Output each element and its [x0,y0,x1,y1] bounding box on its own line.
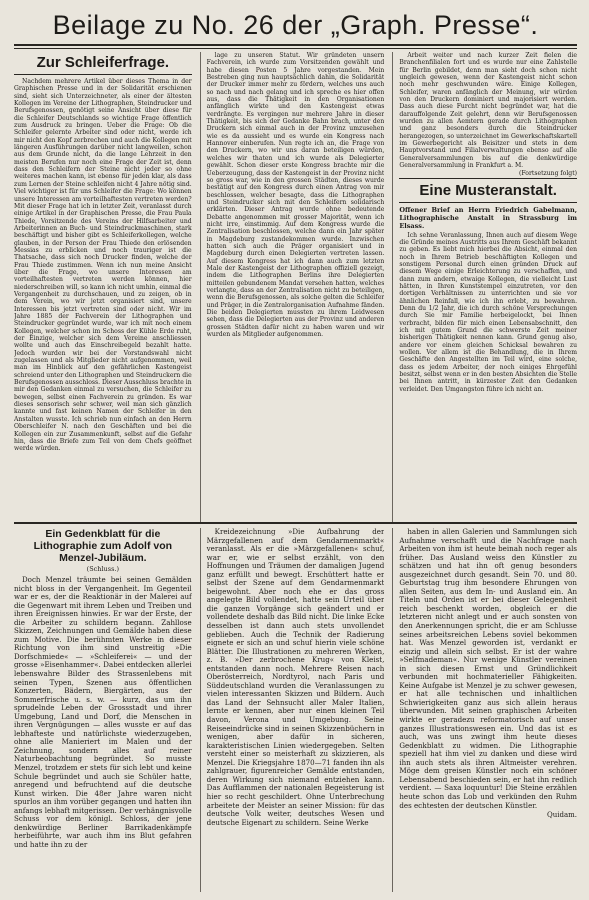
article-title-menzel: Ein Gedenkblatt für die Lithographie zum Adolf von Menzel-Jubiläum. [33,528,173,564]
title-rule [14,74,192,75]
title-rule [399,202,577,203]
masthead: Beilage zu No. 26 der „Graph. Presse“. [14,8,577,46]
article-body-menzel-2: Kreidezeichnung »Die Aufbahrung der Märzgefallenen auf dem Gendarmenmarkt« veranlasst. Als er die »Märzgefallenen« schuf, war er, wie er selbst erzählt, von den Hoffnungen und Träumen der damaligen Jugend ganz erfüllt und bewegt. Erschüttert hatte er selbst der Szene auf dem Gendarmenmarkt beigewohnt. Aber noch ehe er das gross angelegte Bild vollendet, hatte sein Urteil über die ganzen Vorgänge sich geändert und er vollendete deshalb das Bild nicht. Die linke Ecke desselben ist dann auch stets unvollendet geblieben. Auch die Technik der Radierung eignete er sich an und schuf hierin viele schöne Blätter. Die Illustrationen zu mehreren Werken, z. B. »Der zerbrochene Krug« von Kleist, entstanden dann noch. Mehrere Reisen nach Oberösterreich, Nordtyrol, nach Paris und Süddeutschland wurden die Veranlassungen zu vielen interessanten Skizzen und Bildern. Auch das Land der Sehnsucht aller Maler Italien, lernte er kennen, aber nur einen kleinen Teil davon, Verona und Umgebung. Seine Reiseeindrücke sind in seinen Skizzenbüchern in wenigen, aber dafür in sicheren, karakteristischen Linien wiedergegeben. Selten versteht einer so meisterhaft zu skizzieren, als Menzel. Die Kriegsjahre 1870—71 fanden ihn als zahlgrauer, figurenreicher Gemälde entstanden, deren Wirkung sich niemand entziehen kann. Das Aufflammen der nationalen Begeisterung ist hier so recht geschildert. Ohne Unterbrechung arbeitete der Meister an seiner Mission: für das deutsche Volk weiter, deutsches Wesen und deutsche Eigenart zu schildern. Seine Werke [206,528,385,827]
article-body-schleiferfrage-3: Arbeit weiter und nach kurzer Zeit fielen die Branchenfilialen fort und es wurde nur eine Zahlstelle für Berlin gebildet, denn man sieht doch schon nicht ungleich gewesen, wenn der Kastengeist nicht schon noch mehr geschwunden wäre. Einige Kollegen, Schleifer, waren anfänglich der Meinung, wir würden von den Druckern dominiert und majorisiert werden. Dass auch diese Furcht nicht begründet war, hat die darauffolgende Zeit gelehrt, denn wir Berufsgenossen wurden zu allen Aemtern gerade durch Lithographen und ganz besonders durch die Steindrucker herangezogen, so unterzeichnet im Gewerkschaftskartell im Gewerbegericht als Beisitzer und stets in dem Hauptvorstand und Filialverwaltungen ebenso auf alle Generalversammlungen bis auf die denkwürdige Generalversammlung in Frankfurt a. M. [399,52,578,170]
lower-section [14,528,577,892]
article-separator [399,178,577,179]
upper-column-3 [392,52,577,522]
newspaper-page [14,8,577,892]
lower-column-3 [392,528,577,892]
article-body-schleiferfrage-2: lage zu unseren Statut. Wir gründeten unsern Fachverein, ich wurde zum Vorsitzenden gewählt und habe diesen Posten 5 Jahre vorgestanden. Mein Bestreben ging nun hauptsächlich dahin, die Solidarität der Drucker immer mehr zu fördern, welches uns auch so nach und nach gelang und ich spreche es hier offen aus, dass die Thätigkeit in den Organisationen anfänglich wirkte und den Kastengeist etwas verdrängte. Es vergingen nur mehrere Jahre in dieser Thätigkeit, bis sich der Gedanke Bahn brach, unter den Druckern sich einmal auch in der Provinz umzusehen wie es da aussieht und es wurde ein Kongress nach Hannover einberufen. Nun regte ich an, die Frage von den Druckern, wo wir uns daran beteiligen würden, welches wir thaten und ich wurde als Delegierter gewählt. Schon dieser erste Kongress brachte mir die Ueberzeugung, dass der Kastengeist in der Provinz nicht so gross war, wie in den grossen Städten, dieses wurde bestätigt auf den Kongress durch einen Antrag von mir beschlossen, welcher besagte, dass die Lithographen und Steindrucker sich mit den Schleifern solidarisch erklärten. Dieser Antrag wurde ohne bedeutende Debatte angenommen mit grosser Majorität, wenn ich nicht irre, einstimmig. Auf dem Kongress wurde die Zentralisation beschlossen, welche dann ein Jahr später in Magdeburg zustandekommen wurde. Inzwischen hatten sich auch die Präger organisiert und in Magdeburg durch einen Delegierten vertreten lassen. Auf diesem Kongress hat ich dann auch zum letzten Male der Kastengeist der Lithographen offiziell gezeigt, indem die Lithographen Berlins ihre Delegierten mitteilen gebundenem Mandat versehen hatten, welches verlangte, dass an der Zentralisation nicht zu beteiligen, wenn die Berufsgenossen, als solche gelten die Schleifer und Präger, in die Zentralorganisation Aufnahme fänden. Die beiden Delegierten mussten zu ihrem Leidwesen sehen, dass die Delegierten aus der Provinz und anderen grossen Städten dafür nicht zu haben waren und wir wurden als Mitglieder aufgenommen. [206,52,385,339]
article-body-menzel-1: Doch Menzel träumte bei seinen Gemälden nicht bloss in der Vergangenheit. Im Gegenteil war er es, der die Reaktionär in der Malerei auf die Gegenwart mit ihrem Leben und Treiben und ihren Ereignissen hinwies. Er war der Erste, der die Arbeiter zu schildern begann. Zahllose Skizzen, Zeichnungen und Gemälde haben diese zum Motive. Die berühmten Werke in dieser Richtung von ihm sind unstreitig »Die Dorfschmiede« — »Schleiferei« — und der grosse »Eisenhammer«. Dabei entdecken allerlei lebenswahre Bilder des Strassenlebens mit seinen Typen, Szenen aus öffentlichen Konzerten, Bädern, Biergärten, aus der Sommerfrische u. s. w. — kurz, das um ihn sprudelnde Leben der Grossstadt und ihrer Umgebung, Land und Dorf, die Menschen in ihren Vergnügungen — alles wusste er auf das lebhafteste und natürlichste wiederzugeben, ohne alle Manieriert im Malen und der Zeichnung, sondern alles auf reiner Naturbeobachtung begründet. So musste Menzel, trotzdem er stets für sich lebt und keine Schule begründet und auch sie Schüler hatte, anregend und befruchtend auf die deutsche Kunst wirken. Die 48er Jahre waren nicht spurlos an ihm vorüber gegangen und hatten ihn anfangs lebhaft mitgerissen. Der verhängnisvolle Schuss vor dem königl. Schloss, der jene denkwürdige Berliner Barrikadenkämpfe herbeiführte, war auch ihm ins Blut gefahren und hatte ihn zu der [14,575,192,849]
masthead-rule [14,48,577,49]
continued-note: (Fortsetzung folgt) [519,169,578,177]
lower-column-2 [200,528,385,892]
upper-section [14,52,577,522]
article-body-musteranstalt: Ich sehne Veranlassung, Ihnen auch auf diesem Wege die Gründe meines Austritts aus Ihrem Geschäft bekannt zu geben. Es liebt mich hierbei die Absicht, einmal den noch in Ihrem Betrieb beschäftigten Kollegen und sonstigem Personal durch einen gründen Druck auf diesem Wege einige Erleichterung zu verschaffen, und dann zum andern, etwaige Kollegen, die vielleicht Lust hätten, in Ihren Kunststempel einzutreten, vor den dortigen Verhältnissen zu unterrichten und sie vor ähnlichen Reinfall, wie ich ihn erlebt, zu bewahren. Denn du 1/2 Jahr, die ich durch schöne Versprechungen durch Sie mir Familie herbeigelockt, bei Ihnen verbracht, bilden für mich einen Lebensabschnitt, den ich mit gutem Grund die schwerste Zeit meiner bisherigen Thätigkeit nennen kann. Grund genug also, andere vor einem gleichen Schicksal bewahren zu wollen. Vor allem ist die Behandlung, die in Ihrem Geschäfte den Angestellten im Teil wird, eine solche, dass es jedem Arbeiter, der noch einiges Ehrgefühl besitzt, selbst wenn er in den besten Absichten die Stelle bei Ihnen antritt, in kürzester Zeit den Gedanken verleidet. Den Umgangston führe ich nicht an. [399,231,578,393]
upper-column-1 [14,52,192,522]
lower-column-1 [14,528,192,892]
section-separator [14,522,577,524]
article-title-musteranstalt: Eine Musteranstalt. [419,181,557,199]
article-title-schleiferfrage: Zur Schleiferfrage. [36,54,170,71]
upper-column-2 [200,52,385,522]
article-body-schleiferfrage-1: Nachdem mehrere Artikel über dieses Thema in der Graphischen Presse und in der Solidarität erschienen sind, sieht sich Unterzeichneter, als einer der ältesten Kollegen im Vereine der Lithographen, Steindrucker und Berufsgenossen, genötigt seine Ansicht über diese für die Schleifer Deutschlands so wichtige Frage öffentlich zum Ausdruck zu bringen. Ueber die Frage: Ob die Schleifer gelernte Arbeiter sind oder nicht, werde ich mir nicht den Kopf zerbrechen und auch die Kollegen mit längeren Ausführungen darüber nicht langweilen, schon aus dem Grunde nicht, da die lange Lehrzeit in den meisten Berufen nur noch eine Frage der Zeit ist, denn dass den Schleifern der Steine nicht jeder so ohne weiteres machen kann, ist ebenso für jeden klar, als dass zum Lernen der Steine schleifen nicht 4 Jahre nötig sind. Viel wichtiger ist für uns Schleifer die Frage: Wo können unsere Interessen am vorteilhaftesten vertreten werden? Mit dieser Frage hat ich in letzter Zeit, veranlasst durch einige Artikel in der Graphischen Presse, die Frau Paula Thiede, Vorsitzende des Vereins der Hilfsarbeiter und Arbeiterinnen an Buch- und Steindruckmaschinen, stark beschäftigt und bisher gibt es Schleiferkollegen, welche glauben, in der Person der Frau Thiede den erlösenden Messias zu erblicken und noch trauriger ist die Thatsache, dass sich noch Drucker finden, welche der Frau Thiede zustimmen. Wenn ich nun meine Ansicht über die Frage, wo unsere Interessen am vorteilhaftesten vertreten werden können, hier niederschreiben will, so kann ich nicht umhin, einmal die Vergangenheit zu durchschauen, und zu zeigen, ob in dem Verein, wo wir jetzt organisiert sind, unsere Interessen bis jetzt vertreten sind oder nicht. Wir im Jahre 1885 der Fachverein der Lithographen und Steindrucker gegründet wurde, war ich mit noch einem Kollegen, welcher schon im Schoss der Kühle Erde ruht, der Einzige, welcher sich dem Vereine anschliessen wollte und auch das Einschreibegeld bezahlt hatte. Jedoch wurden wir bei der Vorstandswahl nicht zugelassen und als Mitglieder nicht aufgenommen, weil man im Hinblick auf den gefährlichen Kastengeist schreiend unter den Lithographen und Steindruckern die Berufsgenossen ausschloss. Dieser Ausschluss brachte in mir den Gedanken einmal zu versuchen, die Schleifer zu bewegen, selbst einen Fachverein zu gründen. Es war dieses sensorisch sehr schwer, weil man sich gänzlich kannte und fast keinen Namen der Schleifer in den Anstalten wusste. Ich schrieb nun einfach an den Herrn Oberschleifer N. nach den Geschäften und bei die Kollegen ein zur Zusammenkunft, selbst auf die Gefahr hin, dass die Briefe zum Teil von dem Chefs geöffnet werde würden. [14,78,192,453]
signature: Quidam. [547,811,578,820]
article-lead-musteranstalt: Offener Brief an Herrn Friedrich Gabelmann, Lithographische Anstalt in Strassburg im Elsass. [399,205,578,230]
article-body-menzel-3: haben in allen Galerien und Sammlungen sich Aufnahme verschafft und die Nachfrage nach Arbeiten von ihm ist heute beinah noch reger als früher. Das Ausland weiss den Künstler zu schätzen und hat ihn oft genug besonders ausgezeichnet durch gesandt. Sein 70. und 80. Geburtstag trug ihm besondere Ehrungen von allen Seiten, aus dem In- und Ausland ein. An Titeln und Orden ist er bei dieser Gelegenheit reich beschenkt worden, obgleich er die letzteren nicht anlegt und er auch sonsten von den Anerkennungen spricht, die er am Schlusse seines arbeitsreichen Lebens soviel bekommen hat. Was Menzel geworden ist, verdankt er einzig und allein sich selbst. Er ist der wahre »Selfmademan«. Nur wenige Künstler vereinen in sich diesen Ernst und Gründlichkeit verbunden mit hochmaterieller Fähigkeiten. Keine Aufgabe ist Menzel je zu schwer gewesen, er hat alle technischen und inhaltlichen Schwierigkeiten ganz aus sich allein heraus überwunden. Mit seinen graphischen Arbeiten wirkte er geradezu reformatorisch auf unser ganzes Illustrationswesen ein. Und das ist es auch, was uns zwingt ihm heute dieses Gedenkblatt zu widmen. Die Lithographie speziell hat ihm viel zu danken und diese wird ihn auch stets als ihren Altmeister verehren. Möge dem greisen Künstler noch ein schöner Lebensabend beschieden sein, er hat ihn redlich verdient. — Saxa loquuntur! Die Steine erzählen heute schon das Lob und verkünden den Ruhm des echtesten der deutschen Künstler. [399,528,578,810]
article-subtitle-menzel: (Schluss.) [86,565,120,573]
